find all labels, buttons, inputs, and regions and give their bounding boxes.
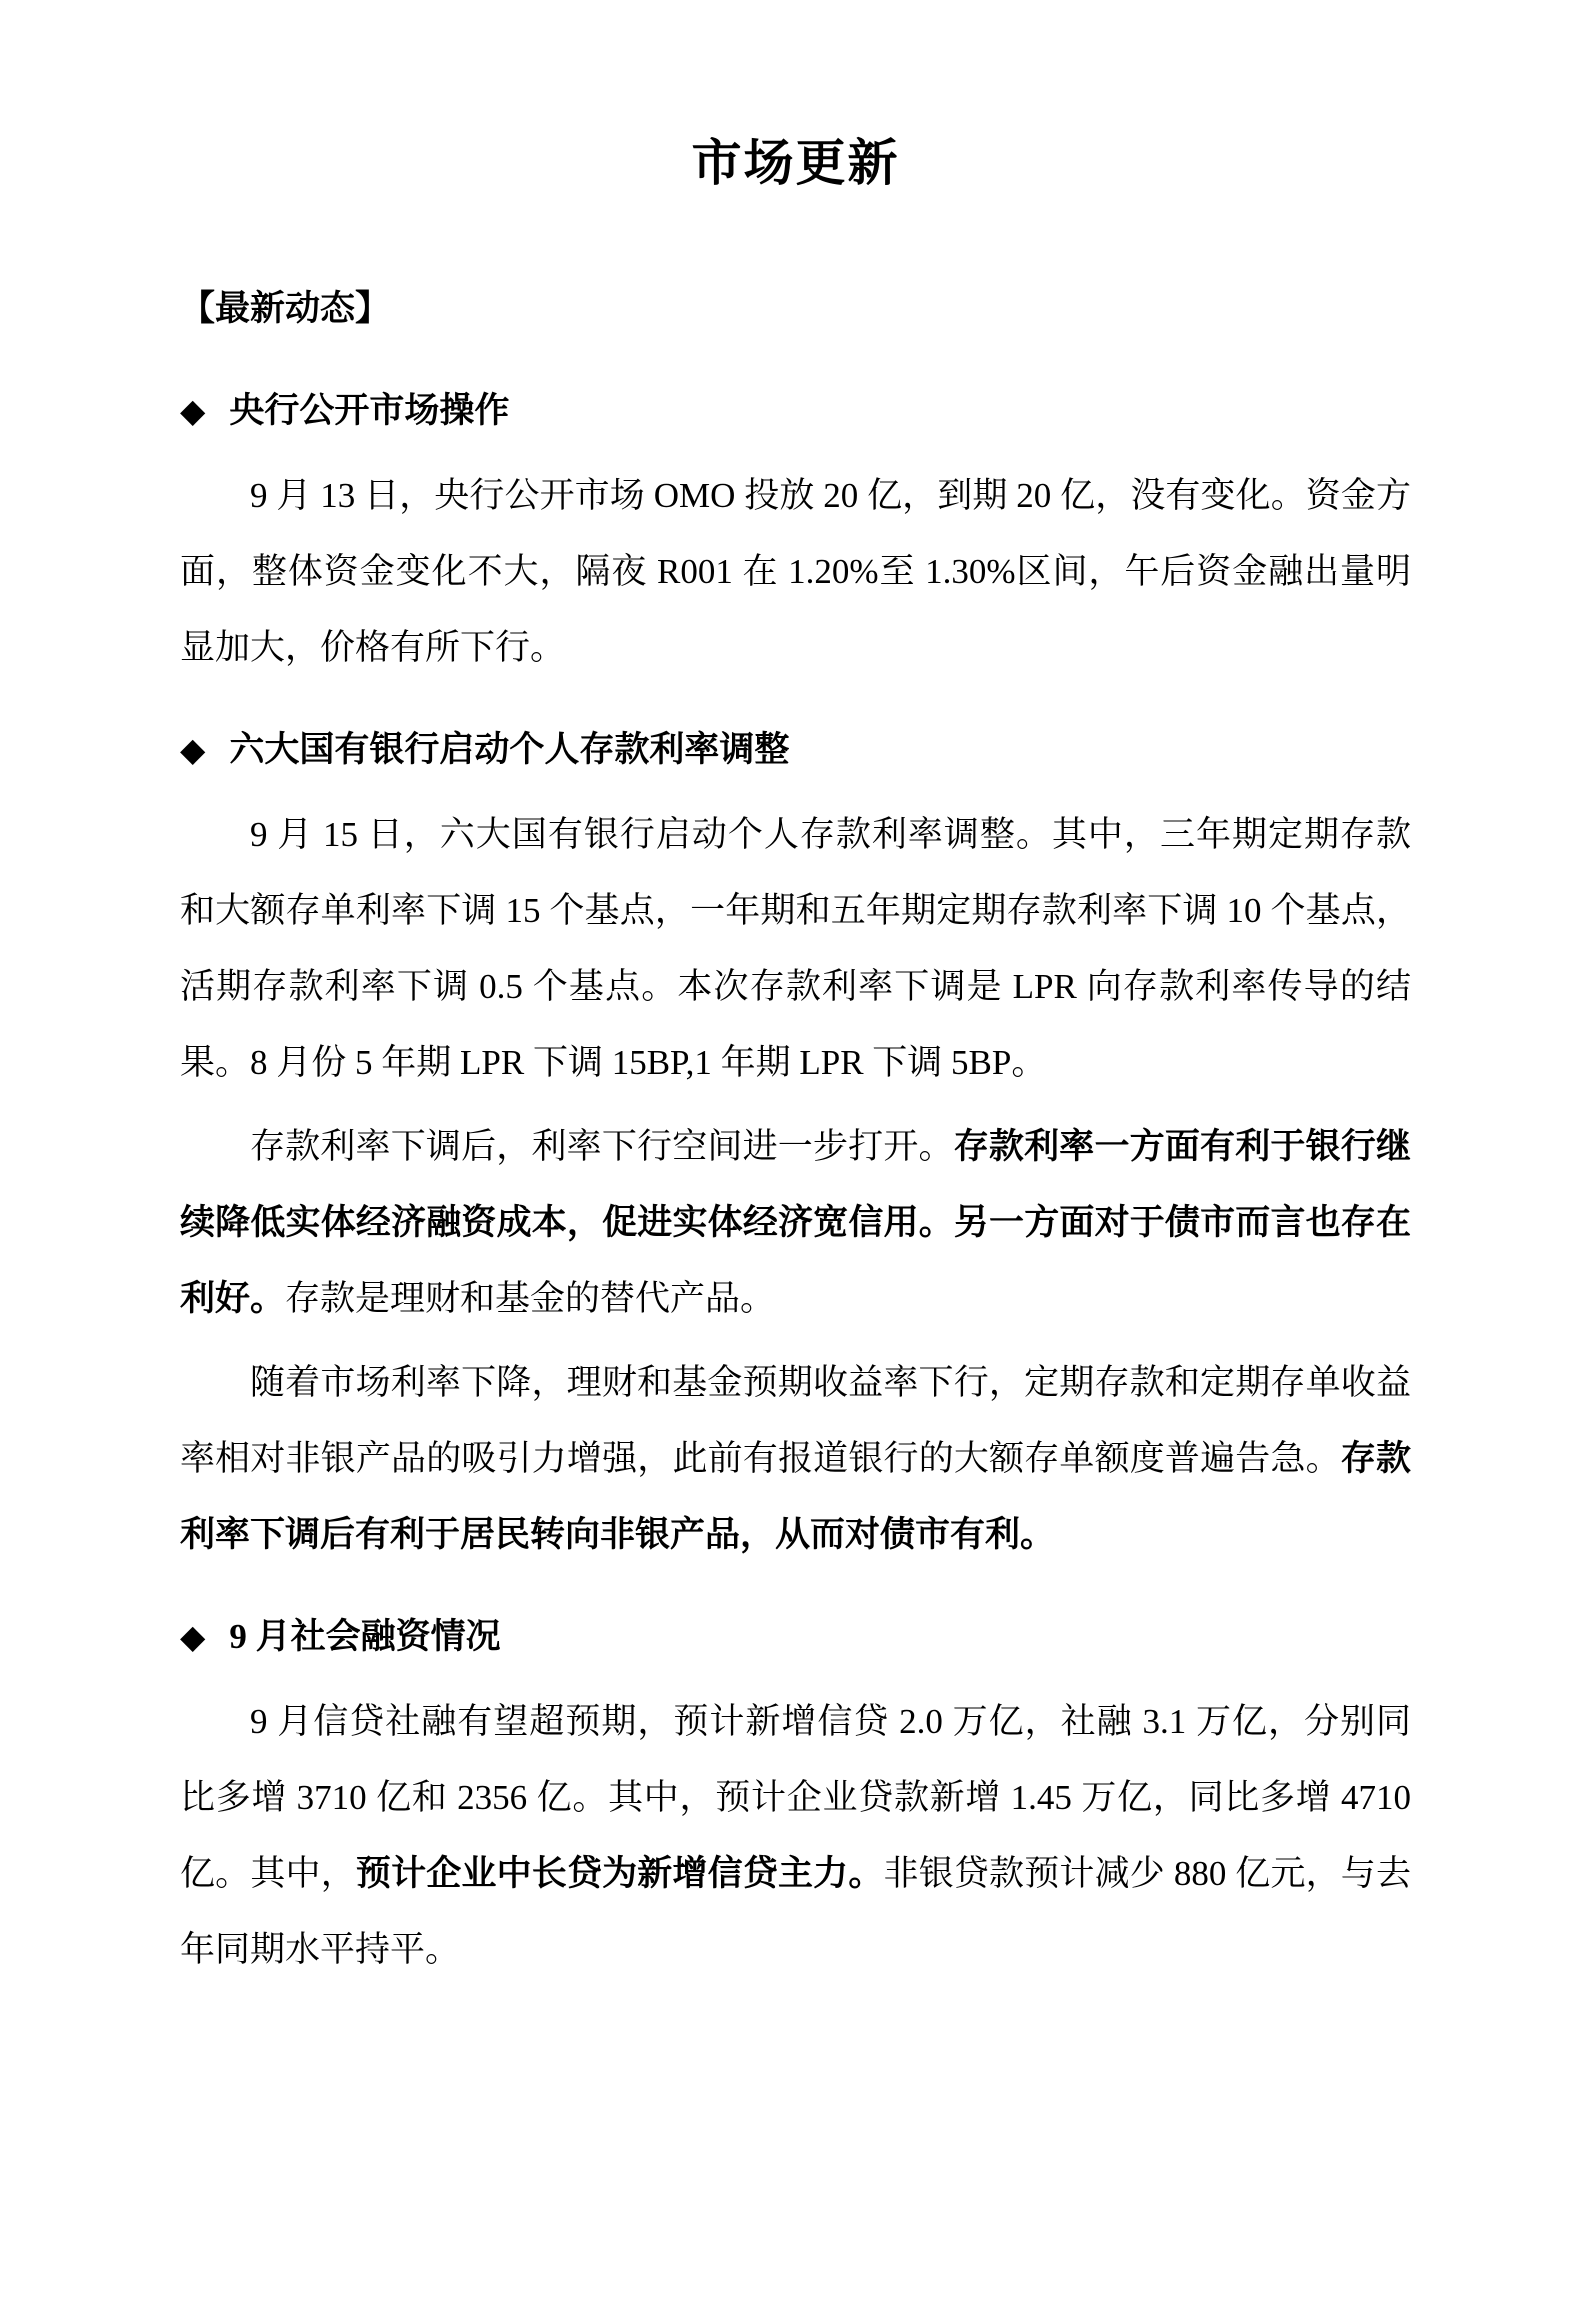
bold-text-run: 存款利率一方面有利于银行继续降低实体经济融资成本，促进实体经济宽信用。另一方面对于债市而言也存在利好。: [180, 1127, 1411, 1318]
text-run: 非银贷款预计减少 880 亿元，与去年同期水平持平。: [180, 1854, 1411, 1969]
paragraph: [180, 797, 1411, 1101]
text-run: 存款是理财和基金的替代产品。: [285, 1279, 776, 1318]
diamond-bullet-icon: ◆: [180, 1620, 206, 1656]
text-run: 9 月 15 日，六大国有银行启动个人存款利率调整。其中，三年期定期存款和大额存单利率下调 15 个基点，一年期和五年期定期存款利率下调 10 个基点，活期存款利率下调 0.5 个基点。本次存款利率下调是 LPR 向存款利率传导的结果。8 月份 5 年期 LPR 下调 15BP,1 年期 LPR 下调 5BP。: [180, 815, 1411, 1082]
paragraph: [180, 1345, 1411, 1573]
bold-text-run: 存款利率下调后有利于居民转向非银产品，从而对债市有利。: [180, 1439, 1411, 1554]
topic-heading-label: 六大国有银行启动个人存款利率调整: [229, 730, 790, 769]
paragraph: [180, 458, 1411, 686]
topic-heading: [180, 373, 1411, 450]
text-run: 随着市场利率下降，理财和基金预期收益率下行，定期存款和定期存单收益率相对非银产品的吸引力增强，此前有报道银行的大额存单额度普遍告急。: [180, 1363, 1411, 1478]
topic-heading: [180, 712, 1411, 789]
topic-heading: [180, 1599, 1411, 1676]
paragraph: [180, 1684, 1411, 1988]
diamond-bullet-icon: ◆: [180, 394, 206, 430]
section-label: 【最新动态】: [180, 289, 391, 328]
bold-text-run: 预计企业中长贷为新增信贷主力。: [355, 1854, 884, 1893]
text-run: 9 月信贷社融有望超预期，预计新增信贷 2.0 万亿，社融 3.1 万亿，分别同比多增 3710 亿和 2356 亿。其中，预计企业贷款新增 1.45 万亿，同比多增 4710 亿。其中，: [180, 1702, 1411, 1893]
text-run: 存款利率下调后，利率下行空间进一步打开。: [250, 1127, 954, 1166]
text-run: 9 月 13 日，央行公开市场 OMO 投放 20 亿，到期 20 亿，没有变化。资金方面，整体资金变化不大，隔夜 R001 在 1.20%至 1.30%区间，午后资金融出量明显加大，价格有所下行。: [180, 476, 1411, 667]
document-title: 市场更新: [691, 135, 900, 191]
paragraph: [180, 1109, 1411, 1337]
diamond-bullet-icon: ◆: [180, 733, 206, 769]
topic-heading-label: 9 月社会融资情况: [229, 1617, 501, 1656]
document-body: [180, 373, 1411, 1988]
topic-heading-label: 央行公开市场操作: [229, 391, 510, 430]
